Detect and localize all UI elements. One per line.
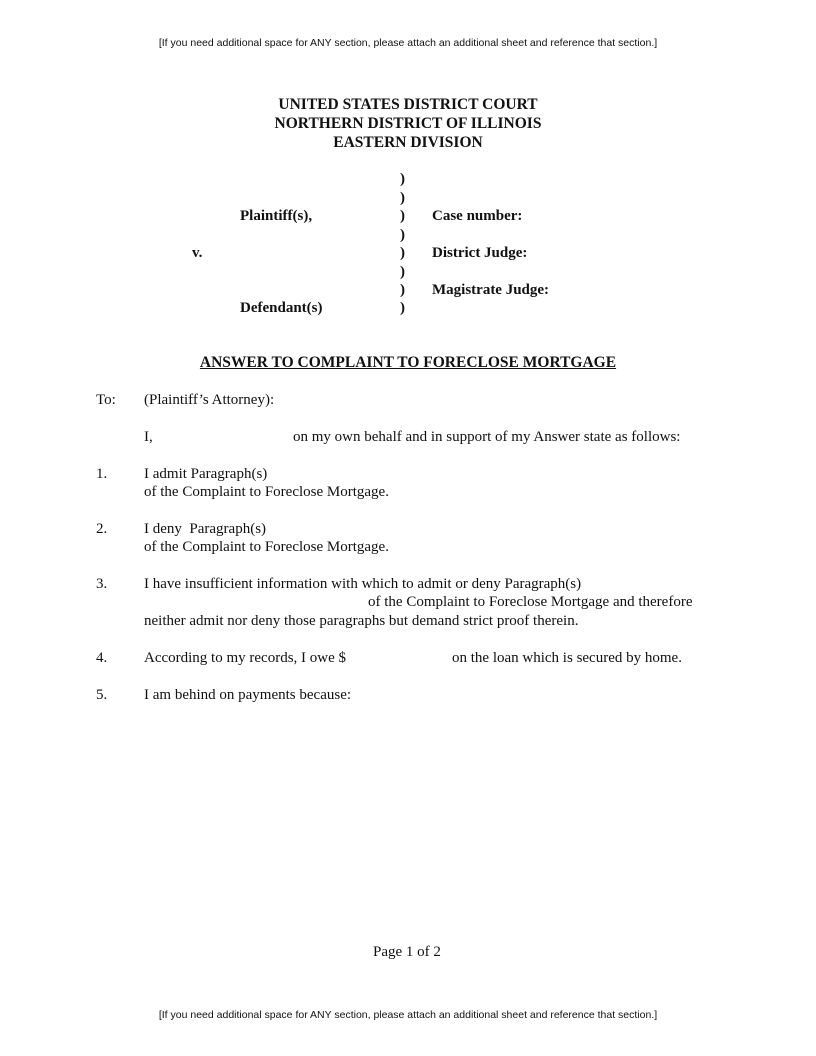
caption-paren: )	[400, 208, 405, 224]
document-title: ANSWER TO COMPLAINT TO FORECLOSE MORTGAGE	[199, 354, 617, 371]
caption-paren: )	[400, 171, 405, 187]
caption-paren: )	[400, 190, 405, 206]
court-name: UNITED STATES DISTRICT COURT	[278, 96, 538, 113]
caption-paren: )	[400, 264, 405, 280]
item-number: 2.	[96, 521, 108, 537]
item-text: on the loan which is secured by home.	[452, 650, 682, 666]
item-text: of the Complaint to Foreclose Mortgage.	[144, 539, 389, 555]
district-judge-label: District Judge:	[432, 245, 528, 261]
page-total: 2	[433, 944, 441, 960]
item-text: I am behind on payments because:	[144, 687, 352, 703]
page-label: Page 1 of	[373, 944, 430, 960]
item-text: neither admit nor deny those paragraphs but demand strict proof therein.	[144, 613, 579, 629]
case-number-label: Case number:	[432, 208, 523, 224]
to-value: (Plaintiff’s Attorney):	[144, 392, 275, 408]
defendant-label: Defendant(s)	[240, 300, 323, 316]
item-text: of the Complaint to Foreclose Mortgage and therefore	[368, 594, 693, 610]
intro-prefix: I,	[144, 429, 153, 445]
caption-paren: )	[400, 282, 405, 298]
item-number: 1.	[96, 466, 108, 482]
court-district: NORTHERN DISTRICT OF ILLINOIS	[274, 115, 542, 132]
item-number: 5.	[96, 687, 108, 703]
caption-paren: )	[400, 245, 405, 261]
caption-paren: )	[400, 300, 405, 316]
item-number: 3.	[96, 576, 108, 592]
header-note: [If you need additional space for ANY section, please attach an additional sheet and reference that section.]	[158, 37, 658, 49]
item-text: I deny Paragraph(s)	[144, 521, 267, 537]
to-label: To:	[96, 392, 116, 408]
versus-label: v.	[192, 245, 203, 261]
footer-note: [If you need additional space for ANY section, please attach an additional sheet and reference that section.]	[158, 1009, 658, 1021]
page-number	[373, 944, 441, 961]
intro-suffix: on my own behalf and in support of my Answer state as follows:	[293, 429, 681, 445]
court-division: EASTERN DIVISION	[333, 134, 483, 151]
caption-paren: )	[400, 227, 405, 243]
item-text: According to my records, I owe $	[144, 650, 347, 666]
item-text: of the Complaint to Foreclose Mortgage.	[144, 484, 389, 500]
plaintiff-label: Plaintiff(s),	[240, 208, 313, 224]
item-text: I admit Paragraph(s)	[144, 466, 268, 482]
item-text: I have insufficient information with which to admit or deny Paragraph(s)	[144, 576, 582, 592]
magistrate-judge-label: Magistrate Judge:	[432, 282, 550, 298]
item-number: 4.	[96, 650, 108, 666]
